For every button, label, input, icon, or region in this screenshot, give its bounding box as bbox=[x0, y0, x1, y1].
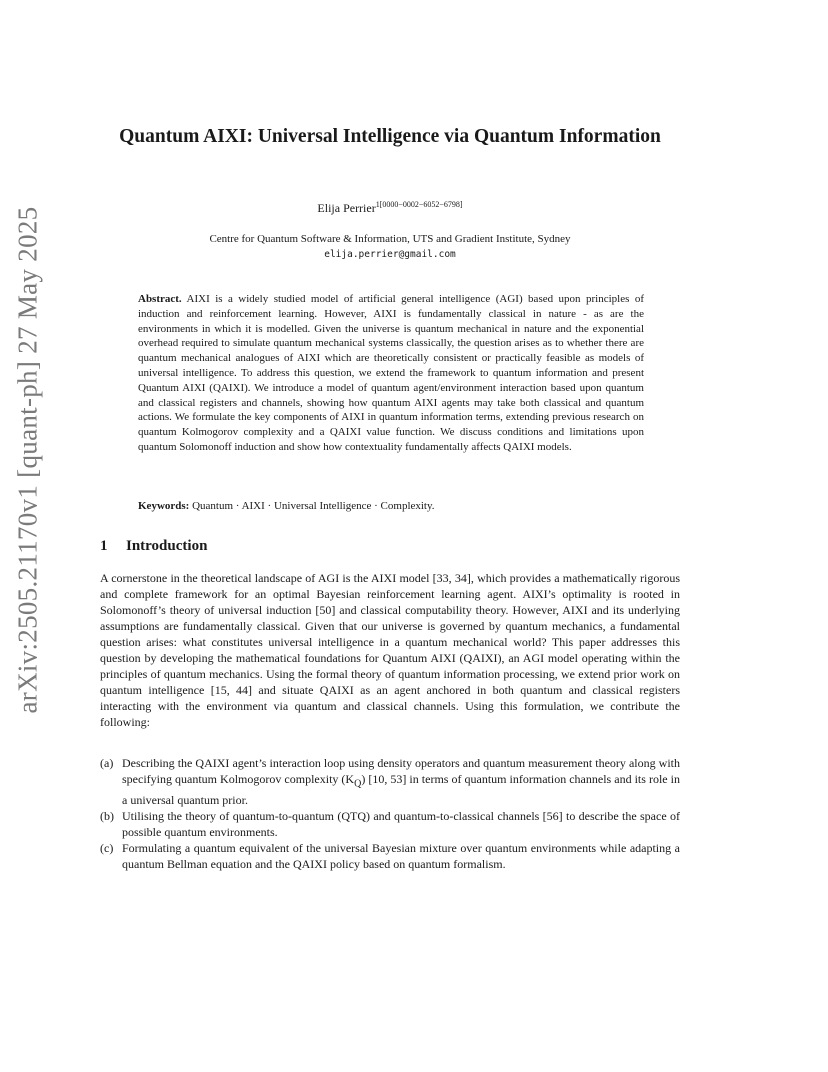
contribution-label: (a) bbox=[100, 756, 114, 770]
author-line bbox=[200, 200, 580, 216]
arxiv-identifier-stamp bbox=[6, 0, 50, 1072]
section-number: 1 bbox=[100, 538, 108, 554]
abstract-text: AIXI is a widely studied model of artificial general intelligence (AGI) based upon principles of induction and reinforcement learning. However, AIXI is fundamentally classical in nature - as are the environments in which it is modelled. Given the universe is quantum mechanical in nature and the exponential overhead required to simulate quantum mechanical systems classically, the question arises as to whether there are quantum mechanical analogues of AIXI which are theoretically consistent or practically feasible as models of universal intelligence. To address this question, we extend the framework to quantum information and present Quantum AIXI (QAIXI). We introduce a model of quantum agent/environment interaction based upon quantum and classical registers and channels, showing how quantum AIXI agents may take both classical and quantum actions. We formulate the key components of AIXI in quantum information terms, extending previous research on quantum Kolmogorov complexity and a QAIXI value function. We discuss conditions and limitations upon quantum Solomonoff induction and show how contextuality fundamentally affects QAIXI models. bbox=[138, 293, 644, 453]
author-orcid-superscript: 1[0000−0002−6052−6798] bbox=[375, 200, 463, 209]
contribution-text-part: Describing the QAIXI agent’s interaction loop using density operators and quantum measurement theory along with specifying quantum Kolmogorov complexity (K bbox=[122, 756, 680, 786]
abstract-label: Abstract. bbox=[138, 293, 182, 305]
contribution-text-part: ) [10, 53] in terms of quantum information channels and its role in a universal quantum prior. bbox=[122, 772, 680, 808]
author-name: Elija Perrier bbox=[317, 201, 376, 215]
intro-paragraph: A cornerstone in the theoretical landscape of AGI is the AIXI model [33, 34], which provides a mathematically rigorous and complete framework for an optimal Bayesian reinforcement learning agent. AIXI’s optimality is rooted in Solomonoff’s theory of universal induction [50] and classical computability theory. However, AIXI and its underlying assumptions are fundamentally classical. Given that our universe is governed by quantum mechanics, a fundamental question arises: what constitutes universal intelligence in a quantum mechanical world? This paper addresses this question by developing the mathematical foundations for Quantum AIXI (QAIXI), an AGI model operating within the principles of quantum mechanics. Using the formal theory of quantum information processing, we extend prior work on quantum intelligence [15, 44] and situate QAIXI as an agent anchored in both quantum and classical registers interacting with the environment via quantum and classical channels. Using this formulation, we contribute the following: bbox=[100, 571, 680, 729]
keywords-label: Keywords: bbox=[138, 500, 190, 512]
paper-title: Quantum AIXI: Universal Intelligence via Quantum Information bbox=[119, 126, 661, 147]
section-heading-introduction bbox=[100, 538, 207, 555]
contribution-item bbox=[100, 755, 680, 808]
abstract bbox=[138, 292, 644, 455]
contribution-text: Formulating a quantum equivalent of the universal Bayesian mixture over quantum environments while adapting a quantum Bellman equation and the QAIXI policy based on quantum formalism. bbox=[122, 841, 680, 872]
author-email: elija.perrier@gmail.com bbox=[324, 249, 456, 260]
section-title: Introduction bbox=[126, 538, 208, 554]
arxiv-identifier-text: arXiv:2505.21170v1 [quant-ph] 27 May 2025 bbox=[12, 206, 43, 714]
keywords-text: Quantum · AIXI · Universal Intelligence · Complexity. bbox=[192, 500, 435, 512]
contribution-label: (c) bbox=[100, 841, 114, 856]
contribution-label: (b) bbox=[100, 809, 114, 824]
affiliation-text: Centre for Quantum Software & Information, UTS and Gradient Institute, Sydney bbox=[209, 233, 571, 245]
contribution-text bbox=[122, 755, 680, 808]
contributions-list bbox=[100, 755, 680, 872]
contribution-item bbox=[100, 840, 680, 872]
affiliation-block bbox=[120, 232, 660, 262]
keywords bbox=[138, 499, 644, 514]
kolmogorov-subscript: Q bbox=[354, 778, 362, 790]
contribution-text: Utilising the theory of quantum-to-quantum (QTQ) and quantum-to-classical channels [56] to describe the space of possible quantum environments. bbox=[122, 809, 680, 840]
contribution-item bbox=[100, 808, 680, 840]
